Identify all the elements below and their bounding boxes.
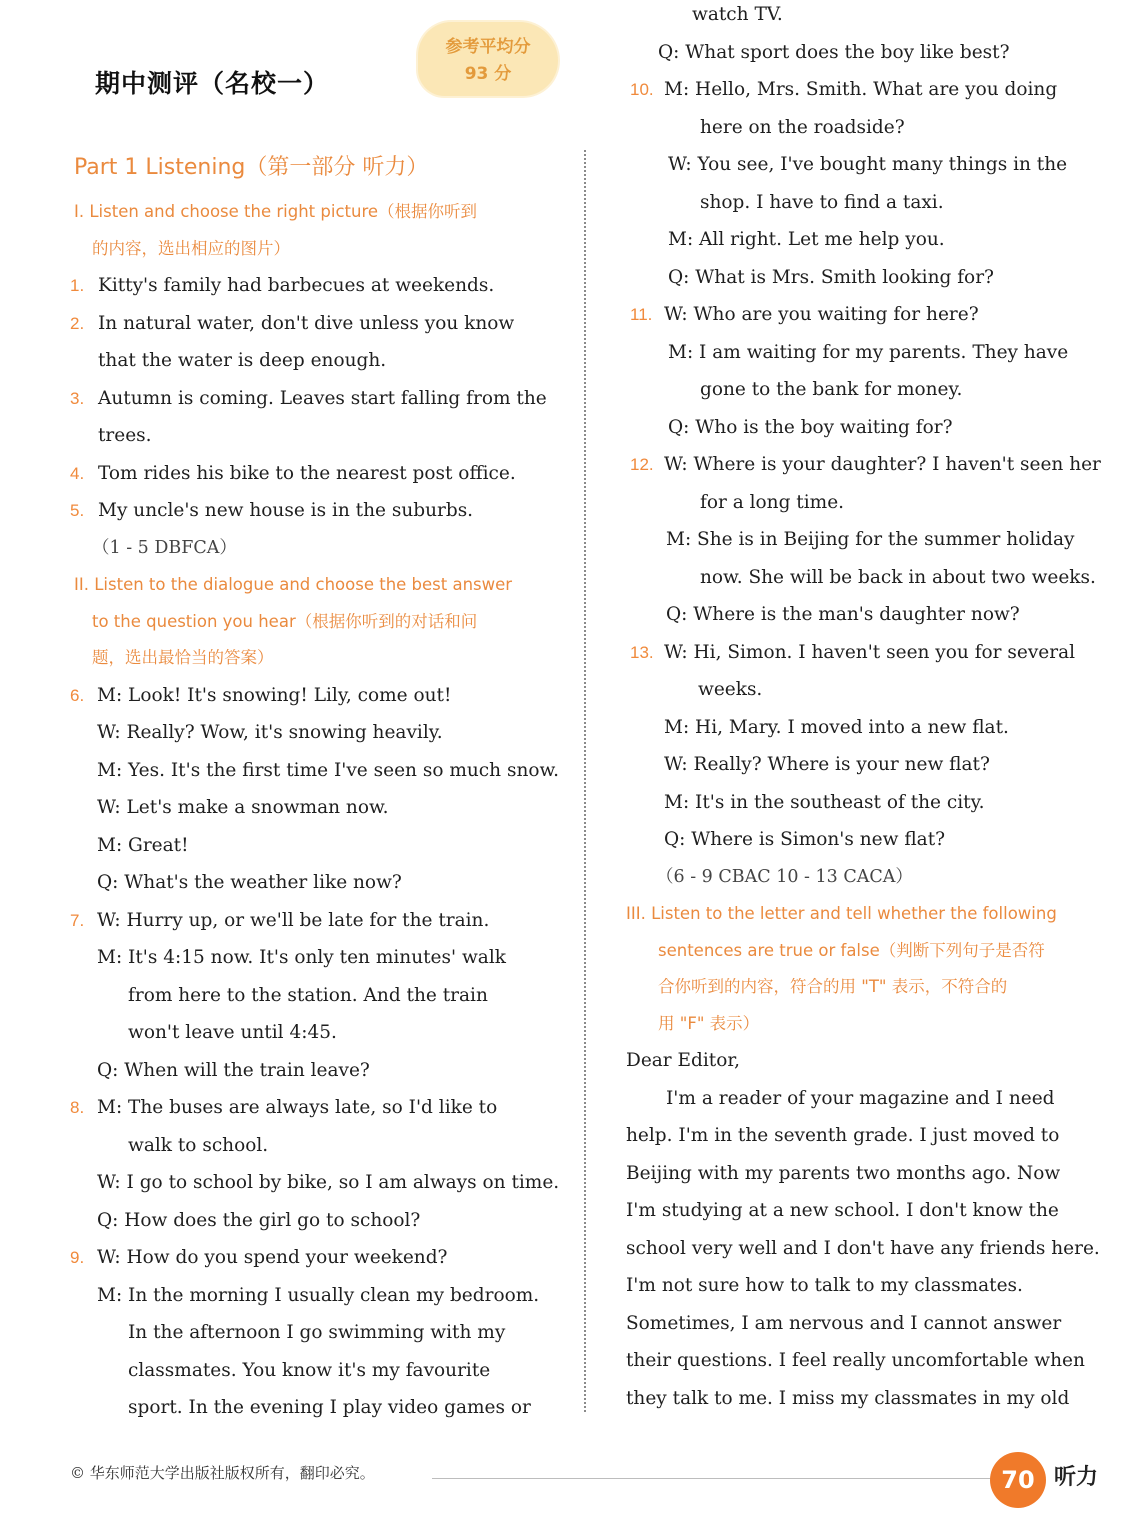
dialogue-text: M: Hi, Mary. I moved into a new flat.: [664, 716, 1009, 738]
question-number: 7.: [70, 910, 85, 930]
letter-greeting-text: Dear Editor,: [626, 1050, 741, 1071]
badge-score: 93 分: [464, 64, 512, 84]
dialogue-line: [622, 784, 1092, 822]
dialogue-line: [622, 559, 1096, 597]
dialogue-line: [622, 296, 1092, 334]
dialogue-text: W: I go to school by bike, so I am always on time.: [97, 1172, 560, 1193]
dialogue-text: won't leave until 4:45.: [128, 1022, 337, 1043]
dialogue-text: shop. I have to find a taxi.: [700, 191, 944, 213]
section-1-line: 的内容，选出相应的图片）: [92, 238, 290, 258]
dialogue-text: W: Really? Where is your new flat?: [664, 754, 990, 775]
section-3-line: sentences are true or false（判断下列句子是否符: [658, 940, 1045, 960]
question-item: [70, 305, 540, 343]
dialogue-text: M: She is in Beijing for the summer holiday: [666, 529, 1075, 550]
dialogue-text: for a long time.: [700, 491, 845, 513]
dialogue-text: sport. In the evening I play video games or: [128, 1397, 531, 1418]
question-number: 2.: [70, 313, 85, 333]
dialogue-question: [70, 864, 540, 902]
letter-line: [622, 1342, 1092, 1380]
part-heading: Part 1 Listening（第一部分 听力）: [74, 155, 429, 180]
answer-key-text: （6 - 9 CBAC 10 - 13 CACA）: [656, 866, 913, 887]
dialogue-text: W: Really? Wow, it's snowing heavily.: [97, 722, 443, 743]
dialogue-text: from here to the station. And the train: [128, 984, 488, 1006]
section-2-heading: [74, 567, 540, 677]
question-number: 6.: [70, 685, 85, 705]
dialogue-line: [622, 71, 1092, 109]
dialogue-text: here on the roadside?: [700, 116, 905, 138]
dialogue-line: [70, 827, 540, 865]
dialogue-line: [70, 1314, 540, 1352]
dialogue-line: [70, 677, 540, 715]
question-item: [70, 455, 540, 493]
dialogue-line: [622, 446, 1101, 484]
letter-line: [622, 1155, 1092, 1193]
dialogue-text: Q: What sport does the boy like best?: [658, 41, 1010, 63]
dialogue-text: weeks.: [698, 679, 763, 700]
dialogue-line: [70, 1389, 540, 1427]
left-column: [70, 150, 560, 1427]
question-number: 11.: [630, 305, 653, 324]
section-3-line: III. Listen to the letter and tell whether the following: [626, 904, 1057, 923]
question-number: 10.: [630, 80, 654, 99]
dialogue-text: M: The buses are always late, so I'd like to: [97, 1097, 498, 1118]
dialogue-text: M: I am waiting for my parents. They have: [668, 341, 1069, 363]
dialogue-text: M: Look! It's snowing! Lily, come out!: [97, 684, 452, 706]
letter-line: [622, 1380, 1092, 1418]
letter-line: [622, 1305, 1092, 1343]
question-line: [70, 342, 540, 380]
letter-text: I'm studying at a new school. I don't know the: [626, 1200, 1059, 1221]
question-number: 13.: [630, 642, 654, 662]
question-number: 1.: [70, 276, 85, 295]
dialogue-question: [622, 821, 1092, 859]
right-column: [622, 0, 1101, 1417]
letter-text: school very well and I don't have any friends here.: [626, 1237, 1100, 1259]
dialogue-text: W: You see, I've bought many things in the: [668, 154, 1068, 175]
dialogue-text: M: Hello, Mrs. Smith. What are you doing: [664, 79, 1058, 100]
dialogue-question: [622, 596, 1092, 634]
question-line: [70, 417, 540, 455]
dialogue-text: W: Let's make a snowman now.: [97, 797, 389, 818]
dialogue-line: [622, 634, 1092, 672]
dialogue-line: [622, 184, 1092, 222]
section-3-heading: [626, 896, 1092, 1042]
letter-line: [622, 1080, 1092, 1118]
footer-rule: [432, 1478, 992, 1479]
question-text: trees.: [98, 425, 152, 446]
dialogue-question: [70, 1052, 540, 1090]
question-text: Kitty's family had barbecues at weekends.: [98, 275, 495, 296]
dialogue-text: M: Yes. It's the first time I've seen so much snow.: [97, 759, 560, 781]
letter-text: Sometimes, I am nervous and I cannot answer: [626, 1312, 1062, 1334]
question-item: [70, 492, 540, 530]
question-number: 9.: [70, 1248, 85, 1267]
dialogue-question: [622, 259, 1092, 297]
section-2-line: to the question you hear（根据你听到的对话和问: [92, 611, 478, 631]
dialogue-text: Q: What's the weather like now?: [97, 872, 402, 893]
letter-text: their questions. I feel really uncomfortable when: [626, 1350, 1085, 1371]
question-text: Autumn is coming. Leaves start falling from the: [98, 387, 547, 409]
dialogue-line: [70, 1239, 540, 1277]
dialogue-question: [622, 409, 1092, 447]
dialogue-text: gone to the bank for money.: [700, 379, 963, 400]
letter-line: [622, 1230, 1100, 1268]
section-2-line: II. Listen to the dialogue and choose the best answer: [74, 575, 513, 594]
dialogue-line: [622, 0, 1092, 34]
dialogue-text: M: It's 4:15 now. It's only ten minutes' walk: [97, 947, 506, 968]
dialogue-question: [70, 1202, 540, 1240]
question-item: [70, 380, 547, 418]
dialogue-line: [70, 977, 540, 1015]
dialogue-text: W: Hurry up, or we'll be late for the train.: [97, 909, 490, 931]
dialogue-line: [622, 671, 1092, 709]
dialogue-line: [622, 521, 1092, 559]
letter-text: I'm not sure how to talk to my classmates.: [626, 1275, 1023, 1296]
dialogue-line: [622, 146, 1092, 184]
question-number: 3.: [70, 388, 85, 408]
dialogue-line: [70, 789, 540, 827]
question-text: Tom rides his bike to the nearest post office.: [98, 462, 516, 484]
dialogue-text: In the afternoon I go swimming with my: [128, 1322, 506, 1343]
dialogue-line: [70, 939, 540, 977]
section-2-line: 题，选出最恰当的答案）: [92, 648, 274, 667]
dialogue-text: watch TV.: [692, 4, 783, 25]
dialogue-text: Q: Who is the boy waiting for?: [668, 416, 953, 438]
dialogue-text: M: Great!: [97, 834, 189, 856]
dialogue-text: W: Hi, Simon. I haven't seen you for several: [664, 641, 1076, 663]
dialogue-line: [70, 1164, 560, 1202]
dialogue-text: W: How do you spend your weekend?: [97, 1247, 448, 1268]
page-number: 70: [990, 1452, 1046, 1508]
question-item: [70, 267, 540, 305]
question-number: 5.: [70, 501, 85, 520]
question-number: 12.: [630, 455, 654, 474]
dialogue-line: [622, 484, 1092, 522]
dialogue-text: Q: Where is the man's daughter now?: [666, 604, 1020, 625]
question-text: My uncle's new house is in the suburbs.: [98, 500, 474, 521]
dialogue-line: [70, 752, 560, 790]
letter-greeting: [622, 1042, 1092, 1080]
dialogue-text: Q: When will the train leave?: [97, 1059, 370, 1081]
answer-key-text: （1 - 5 DBFCA）: [92, 537, 237, 558]
dialogue-line: [622, 746, 1092, 784]
question-text: that the water is deep enough.: [98, 350, 387, 371]
column-divider: [584, 150, 586, 1412]
dialogue-text: M: It's in the southeast of the city.: [664, 791, 985, 813]
dialogue-text: Q: How does the girl go to school?: [97, 1209, 421, 1231]
question-number: 8.: [70, 1098, 85, 1117]
dialogue-text: M: In the morning I usually clean my bedroom.: [97, 1284, 540, 1306]
average-score-badge: [418, 22, 558, 96]
dialogue-line: [70, 1014, 540, 1052]
dialogue-line: [622, 109, 1092, 147]
dialogue-line: [70, 1277, 540, 1315]
dialogue-text: Q: What is Mrs. Smith looking for?: [668, 266, 994, 288]
badge-label: 参考平均分: [445, 37, 531, 57]
dialogue-text: classmates. You know it's my favourite: [128, 1359, 491, 1381]
dialogue-line: [622, 334, 1092, 372]
letter-text: help. I'm in the seventh grade. I just moved to: [626, 1125, 1060, 1146]
dialogue-text: W: Who are you waiting for here?: [664, 304, 979, 325]
dialogue-line: [70, 714, 540, 752]
dialogue-text: W: Where is your daughter? I haven't seen her: [664, 454, 1101, 475]
letter-line: [622, 1192, 1092, 1230]
dialogue-line: [622, 371, 1092, 409]
section-1-line: I. Listen and choose the right picture（根据你听到: [74, 202, 478, 221]
dialogue-text: walk to school.: [128, 1134, 269, 1156]
dialogue-question: [622, 34, 1092, 72]
dialogue-text: now. She will be back in about two weeks.: [700, 566, 1096, 588]
section-tab-label: 听力: [1054, 1465, 1099, 1490]
section-1-heading: [74, 194, 540, 267]
dialogue-line: [70, 1127, 540, 1165]
dialogue-line: [622, 709, 1092, 747]
dialogue-line: [70, 1352, 540, 1390]
letter-text: they talk to me. I miss my classmates in my old: [626, 1387, 1070, 1409]
letter-text: Beijing with my parents two months ago. Now: [626, 1162, 1061, 1184]
answer-key: [70, 530, 540, 568]
exam-title: 期中测评（名校一）: [95, 69, 330, 98]
dialogue-text: Q: Where is Simon's new flat?: [664, 829, 946, 850]
section-3-line: 合你听到的内容，符合的用 "T" 表示，不符合的: [658, 977, 1008, 996]
letter-line: [622, 1267, 1092, 1305]
letter-text: I'm a reader of your magazine and I need: [666, 1087, 1055, 1109]
question-text: In natural water, don't dive unless you know: [98, 312, 515, 334]
dialogue-line: [70, 902, 540, 940]
section-3-line: 用 "F" 表示）: [658, 1013, 760, 1033]
letter-line: [622, 1117, 1092, 1155]
dialogue-line: [622, 221, 1092, 259]
question-number: 4.: [70, 463, 85, 483]
dialogue-text: M: All right. Let me help you.: [668, 229, 945, 250]
copyright-notice: © 华东师范大学出版社版权所有，翻印必究。: [70, 1464, 375, 1482]
answer-key: [622, 859, 1092, 897]
dialogue-line: [70, 1089, 540, 1127]
